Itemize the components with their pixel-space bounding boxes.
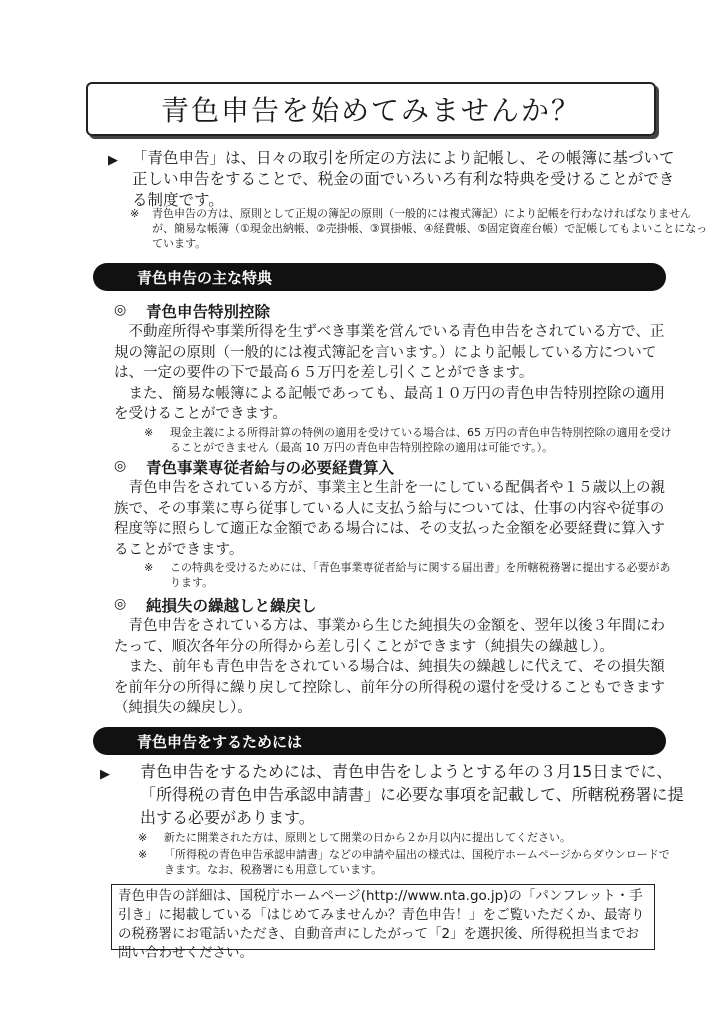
- note-mark: ※: [138, 831, 148, 844]
- feature-title: 青色申告特別控除: [146, 303, 271, 321]
- feature-note: [114, 560, 674, 590]
- feature-paragraph: 不動産所得や事業所得を生ずべき事業を営んでいる青色申告をされている方で、正規の簿記の原則（一般的には複式簿記を言います。）により記帳している方については、一定の要件の下で最高６５万円を差し引くことができます。: [114, 324, 665, 381]
- apply-notes: [118, 830, 678, 879]
- note-mark: ※: [144, 425, 154, 439]
- double-circle-icon: ◎: [114, 596, 127, 612]
- feature-note-text: この特典を受けるためには、「青色事業専従者給与に関する届出書」を所轄税務署に提出する必要があります。: [170, 561, 671, 589]
- apply-text: 青色申告をするためには、青色申告をしようとする年の３月15日までに、「所得税の青色申告承認申請書」に必要な事項を記載して、所轄税務署に提出する必要があります。: [140, 762, 684, 827]
- feature-heading: [114, 300, 674, 322]
- note-mark: ※: [130, 207, 140, 220]
- apply-note: [118, 847, 678, 877]
- section-heading-benefits: 青色申告の主な特典: [93, 263, 666, 291]
- feature-paragraph: また、簡易な帳簿による記帳であっても、最高１０万円の青色申告特別控除の適用を受けることができます。: [114, 385, 665, 422]
- apply-note: [118, 830, 678, 845]
- note-mark: ※: [138, 848, 148, 861]
- feature-special-deduction: [114, 300, 674, 455]
- feature-title: 純損失の繰越しと繰戻し: [146, 597, 317, 615]
- intro-block: [108, 148, 688, 211]
- intro-text: 「青色申告」は、日々の取引を所定の方法により記帳し、その帳簿に基づいて正しい申告をすることで、税金の面でいろいろ有利な特典を受けることができる制度です。: [132, 149, 675, 209]
- feature-paragraph: また、前年も青色申告をされている場合は、純損失の繰越しに代えて、その損失額を前年分の所得に繰り戻して控除し、前年分の所得税の還付を受けることもできます（純損失の繰戻し）。: [114, 659, 665, 716]
- arrow-bullet-icon: ▶: [100, 767, 110, 782]
- feature-family-employee-salary: [114, 456, 674, 590]
- title-box: [86, 82, 656, 136]
- section-heading-how-to-apply: 青色申告をするためには: [93, 727, 666, 755]
- feature-note-text: 現金主義による所得計算の特例の適用を受けている場合は、65 万円の青色申告特別控除の適用を受けることができません（最高 10 万円の青色申告特別控除の適用は可能です。）。: [170, 425, 672, 454]
- apply-block: [100, 760, 690, 829]
- intro-note-text: 青色申告の方は、原則として正規の簿記の原則（一般的には複式簿記）により記帳を行わなければなりませんが、簡易な帳簿（①現金出納帳、②売掛帳、③買掛帳、④経費帳、⑤固定資産台帳）で記帳してもよいことになっています。: [152, 207, 708, 250]
- apply-note-text: 「所得税の青色申告承認申請書」などの申請や届出の様式は、国税庁ホームページからダウンロードできます。なお、税務署にも用意しています。: [164, 848, 670, 876]
- double-circle-icon: ◎: [114, 302, 127, 318]
- feature-heading: [114, 456, 674, 478]
- note-mark: ※: [144, 561, 154, 574]
- feature-paragraph: 青色申告をされている方は、事業から生じた純損失の金額を、翌年以後３年間にわたって、順次各年分の所得から差し引くことができます（純損失の繰越し）。: [114, 618, 665, 655]
- feature-note: [114, 425, 674, 455]
- info-box: 青色申告の詳細は、国税庁ホームページ(http://www.nta.go.jp)の「パンフレット・手引き」に掲載している「はじめてみませんか？青色申告！」をご覧いただくか、最寄りの税務署にお電話いただき、自動音声にしたがって「2」を選択後、所得税担当までお問い合わせください。: [111, 884, 655, 950]
- intro-note: [118, 206, 712, 251]
- feature-paragraph: 青色申告をされている方が、事業主と生計を一にしている配偶者や１５歳以上の親族で、その事業に専ら従事している人に支払う給与については、仕事の内容や従事の程度等に照らして適正な金額である場合には、その支払った金額を必要経費に算入することができます。: [114, 480, 665, 558]
- page-title: 青色申告を始めてみませんか？: [160, 94, 581, 127]
- feature-net-loss-carry: [114, 594, 674, 719]
- arrow-bullet-icon: ▶: [108, 153, 118, 168]
- feature-heading: [114, 594, 674, 616]
- feature-title: 青色事業専従者給与の必要経費算入: [146, 459, 395, 477]
- double-circle-icon: ◎: [114, 458, 127, 474]
- apply-note-text: 新たに開業された方は、原則として開業の日から２か月以内に提出してください。: [164, 831, 571, 844]
